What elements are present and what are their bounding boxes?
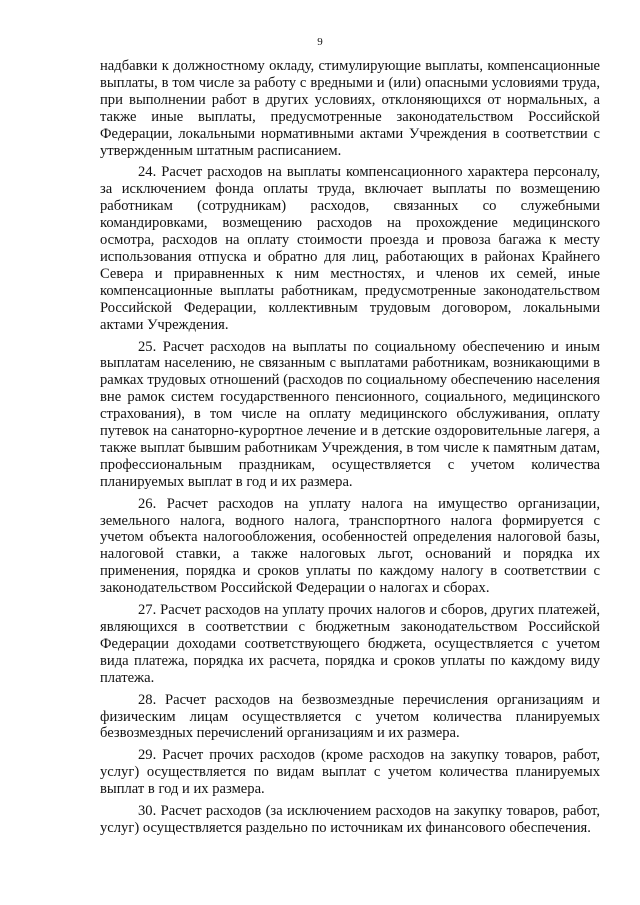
paragraph-continuation: надбавки к должностному окладу, стимулирующие выплаты, компенсационные выплаты, в том числе за работу с вредными и (или) опасными условиями труда, при выполнении работ в других условиях, отклоняющихся от нормальных, а также иные выплаты, предусмотренные законодательством Российской Федерации, локальными нормативными актами Учреждения в соответствии с утвержденным штатным расписанием. [100, 58, 600, 159]
paragraph-27: 27. Расчет расходов на уплату прочих налогов и сборов, других платежей, являющихся в соответствии с бюджетным законодательством Российской Федерации доходами соответствующего бюджета, осуществляется с учетом вида платежа, порядка их расчета, порядка и сроков уплаты по каждому виду платежа. [100, 602, 600, 686]
paragraph-29: 29. Расчет прочих расходов (кроме расходов на закупку товаров, работ, услуг) осуществляется по видам выплат с учетом количества планируемых выплат в год и их размера. [100, 747, 600, 798]
paragraph-24: 24. Расчет расходов на выплаты компенсационного характера персоналу, за исключением фонда оплаты труда, включает выплаты по возмещению работникам (сотрудникам) расходов, связанных со служебными командировками, возмещению расходов на прохождение медицинского осмотра, расходов на оплату стоимости проезда и провоза багажа к месту использования отпуска и обратно для лиц, работающих в районах Крайнего Севера и приравненных к ним местностях, и членов их семей, иные компенсационные выплаты работникам, предусмотренные законодательством Российской Федерации, коллективным трудовым договором, локальными актами Учреждения. [100, 164, 600, 333]
paragraph-26: 26. Расчет расходов на уплату налога на имущество организации, земельного налога, водного налога, транспортного налога формируется с учетом объекта налогообложения, особенностей определения налоговой базы, налоговой ставки, а также налоговых льгот, оснований и порядка их применения, порядка и сроков уплаты по каждому налогу в соответствии с законодательством Российской Федерации о налогах и сборах. [100, 495, 600, 597]
document-body [100, 58, 600, 842]
paragraph-28: 28. Расчет расходов на безвозмездные перечисления организациям и физическим лицам осуществляется с учетом количества планируемых безвозмездных перечислений организациям и их размера. [100, 691, 600, 742]
paragraph-25: 25. Расчет расходов на выплаты по социальному обеспечению и иным выплатам населению, не связанным с выплатами работникам, возникающими в рамках трудовых отношений (расходов по социальному обеспечению населения вне рамок систем государственного пенсионного, социального, медицинского страхования), в том числе на оплату медицинского обслуживания, оплату путевок на санаторно-курортное лечение и в детские оздоровительные лагеря, а также выплат бывшим работникам Учреждения, в том числе к памятным датам, профессиональным праздникам, осуществляется с учетом количества планируемых выплат в год и их размера. [100, 338, 600, 490]
page-number: 9 [317, 36, 323, 48]
paragraph-30: 30. Расчет расходов (за исключением расходов на закупку товаров, работ, услуг) осуществляется раздельно по источникам их финансового обеспечения. [100, 803, 600, 836]
